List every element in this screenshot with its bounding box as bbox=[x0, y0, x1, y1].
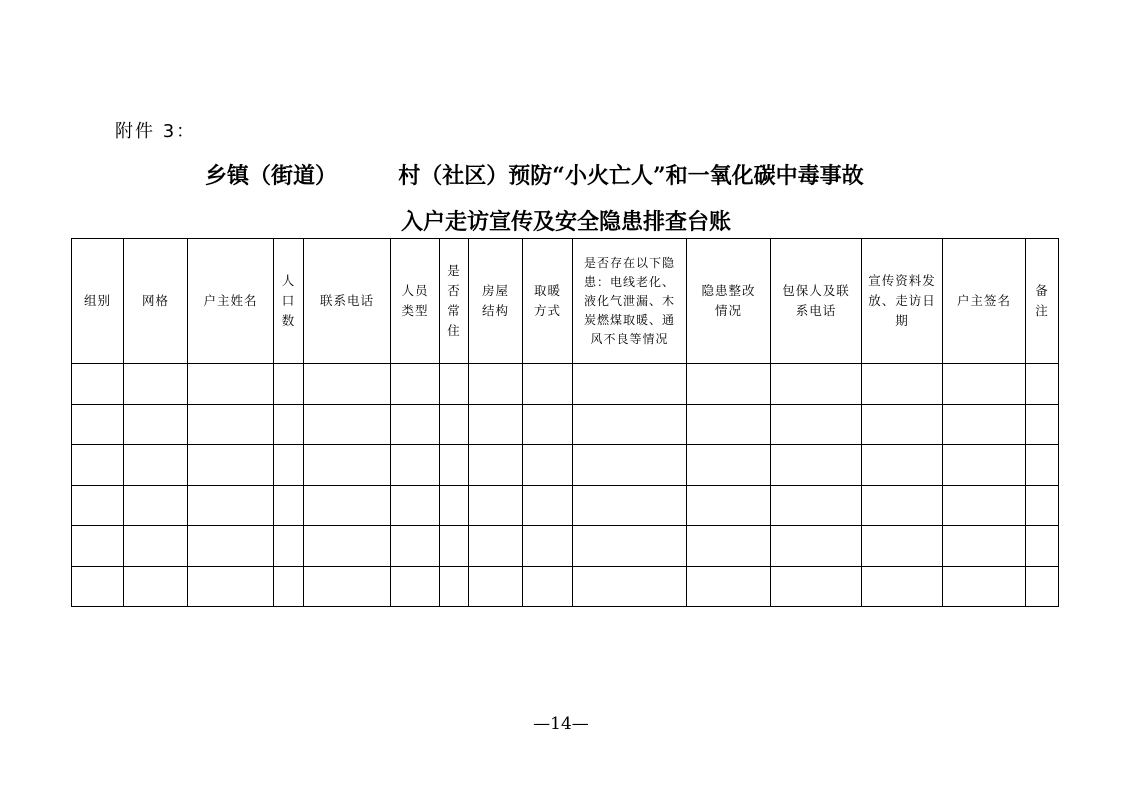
col-population: 人口数 bbox=[274, 239, 304, 364]
col-heating-method: 取暖方式 bbox=[523, 239, 573, 364]
table-cell[interactable] bbox=[523, 364, 573, 405]
col-householder-signature: 户主签名 bbox=[943, 239, 1026, 364]
table-cell[interactable] bbox=[1026, 485, 1059, 526]
page-number: —14— bbox=[533, 714, 589, 734]
table-cell[interactable] bbox=[771, 485, 862, 526]
table-cell[interactable] bbox=[72, 566, 124, 607]
table-cell[interactable] bbox=[862, 364, 943, 405]
table-cell[interactable] bbox=[523, 445, 573, 486]
table-cell[interactable] bbox=[188, 485, 274, 526]
table-cell[interactable] bbox=[391, 566, 440, 607]
col-person-type: 人员类型 bbox=[391, 239, 440, 364]
col-responsible-person-phone: 包保人及联系电话 bbox=[771, 239, 862, 364]
table-cell[interactable] bbox=[687, 485, 771, 526]
table-cell[interactable] bbox=[573, 526, 687, 567]
table-cell[interactable] bbox=[391, 526, 440, 567]
table-row bbox=[72, 485, 1059, 526]
table-cell[interactable] bbox=[124, 445, 188, 486]
table-cell[interactable] bbox=[573, 566, 687, 607]
table-cell[interactable] bbox=[440, 485, 469, 526]
table-cell[interactable] bbox=[469, 445, 523, 486]
table-row bbox=[72, 364, 1059, 405]
title-township: 乡镇（街道） bbox=[205, 163, 338, 189]
table-cell[interactable] bbox=[274, 364, 304, 405]
table-cell[interactable] bbox=[862, 526, 943, 567]
table-cell[interactable] bbox=[469, 364, 523, 405]
col-permanent-resident: 是否常住 bbox=[440, 239, 469, 364]
table-cell[interactable] bbox=[771, 526, 862, 567]
table-cell[interactable] bbox=[304, 404, 391, 445]
table-cell[interactable] bbox=[440, 445, 469, 486]
table-row bbox=[72, 526, 1059, 567]
table-cell[interactable] bbox=[862, 404, 943, 445]
table-cell[interactable] bbox=[124, 566, 188, 607]
table-cell[interactable] bbox=[391, 445, 440, 486]
col-rectification-status: 隐患整改情况 bbox=[687, 239, 771, 364]
table-cell[interactable] bbox=[523, 526, 573, 567]
table-cell[interactable] bbox=[72, 445, 124, 486]
table-cell[interactable] bbox=[440, 526, 469, 567]
table-cell[interactable] bbox=[771, 445, 862, 486]
col-remarks: 备注 bbox=[1026, 239, 1059, 364]
table-cell[interactable] bbox=[124, 526, 188, 567]
col-contact-phone: 联系电话 bbox=[304, 239, 391, 364]
table-cell[interactable] bbox=[687, 526, 771, 567]
table-cell[interactable] bbox=[469, 526, 523, 567]
col-group: 组别 bbox=[72, 239, 124, 364]
table-cell[interactable] bbox=[687, 566, 771, 607]
table-cell[interactable] bbox=[188, 526, 274, 567]
table-cell[interactable] bbox=[304, 445, 391, 486]
table-cell[interactable] bbox=[469, 485, 523, 526]
col-grid: 网格 bbox=[124, 239, 188, 364]
table-cell[interactable] bbox=[469, 566, 523, 607]
table-cell[interactable] bbox=[274, 485, 304, 526]
table-cell[interactable] bbox=[573, 445, 687, 486]
table-cell[interactable] bbox=[440, 364, 469, 405]
table-cell[interactable] bbox=[1026, 445, 1059, 486]
document-title-line1 bbox=[205, 159, 864, 190]
table-cell[interactable] bbox=[274, 445, 304, 486]
table-cell[interactable] bbox=[687, 445, 771, 486]
header-row bbox=[72, 239, 1059, 364]
document-title-line2: 入户走访宣传及安全隐患排查台账 bbox=[400, 209, 731, 235]
attachment-label: 附件 3： bbox=[115, 121, 197, 142]
table-cell[interactable] bbox=[469, 404, 523, 445]
table-cell[interactable] bbox=[72, 404, 124, 445]
col-house-structure: 房屋结构 bbox=[469, 239, 523, 364]
table-cell[interactable] bbox=[573, 404, 687, 445]
table-cell[interactable] bbox=[188, 566, 274, 607]
table-cell[interactable] bbox=[188, 404, 274, 445]
table-cell[interactable] bbox=[1026, 526, 1059, 567]
col-householder-name: 户主姓名 bbox=[188, 239, 274, 364]
table-row bbox=[72, 445, 1059, 486]
table-cell[interactable] bbox=[391, 404, 440, 445]
table-cell[interactable] bbox=[72, 364, 124, 405]
table-row bbox=[72, 566, 1059, 607]
table-cell[interactable] bbox=[391, 364, 440, 405]
table-cell[interactable] bbox=[72, 485, 124, 526]
table-cell[interactable] bbox=[124, 485, 188, 526]
ledger-table bbox=[71, 238, 1059, 607]
table-cell[interactable] bbox=[943, 485, 1026, 526]
table-cell[interactable] bbox=[304, 526, 391, 567]
table-cell[interactable] bbox=[771, 566, 862, 607]
table-cell[interactable] bbox=[1026, 404, 1059, 445]
table-cell[interactable] bbox=[124, 404, 188, 445]
table-cell[interactable] bbox=[523, 404, 573, 445]
table-cell[interactable] bbox=[771, 404, 862, 445]
table-cell[interactable] bbox=[943, 364, 1026, 405]
table-cell[interactable] bbox=[274, 526, 304, 567]
table-cell[interactable] bbox=[943, 526, 1026, 567]
table-cell[interactable] bbox=[771, 364, 862, 405]
table-cell[interactable] bbox=[943, 566, 1026, 607]
table-cell[interactable] bbox=[687, 404, 771, 445]
table-cell[interactable] bbox=[1026, 566, 1059, 607]
table-cell[interactable] bbox=[440, 404, 469, 445]
table-cell[interactable] bbox=[274, 566, 304, 607]
table-cell[interactable] bbox=[304, 485, 391, 526]
col-visit-date: 宣传资料发放、走访日期 bbox=[862, 239, 943, 364]
table-cell[interactable] bbox=[523, 566, 573, 607]
table-cell[interactable] bbox=[72, 526, 124, 567]
title-village: 村（社区）预防“小火亡人”和一氧化碳中毒事故 bbox=[398, 163, 864, 189]
table-row bbox=[72, 404, 1059, 445]
table-cell[interactable] bbox=[188, 364, 274, 405]
table-cell[interactable] bbox=[440, 566, 469, 607]
table-cell[interactable] bbox=[391, 485, 440, 526]
table-cell[interactable] bbox=[573, 364, 687, 405]
table-cell[interactable] bbox=[523, 485, 573, 526]
table-cell[interactable] bbox=[304, 364, 391, 405]
table-cell[interactable] bbox=[862, 445, 943, 486]
table-cell[interactable] bbox=[274, 404, 304, 445]
table-cell[interactable] bbox=[1026, 364, 1059, 405]
table-cell[interactable] bbox=[862, 566, 943, 607]
table-cell[interactable] bbox=[304, 566, 391, 607]
table-cell[interactable] bbox=[943, 445, 1026, 486]
table-cell[interactable] bbox=[687, 364, 771, 405]
table-cell[interactable] bbox=[862, 485, 943, 526]
table-cell[interactable] bbox=[188, 445, 274, 486]
table-cell[interactable] bbox=[943, 404, 1026, 445]
table-cell[interactable] bbox=[124, 364, 188, 405]
col-hazard-check: 是否存在以下隐患：电线老化、液化气泄漏、木炭燃煤取暖、通风不良等情况 bbox=[573, 239, 687, 364]
table-cell[interactable] bbox=[573, 485, 687, 526]
